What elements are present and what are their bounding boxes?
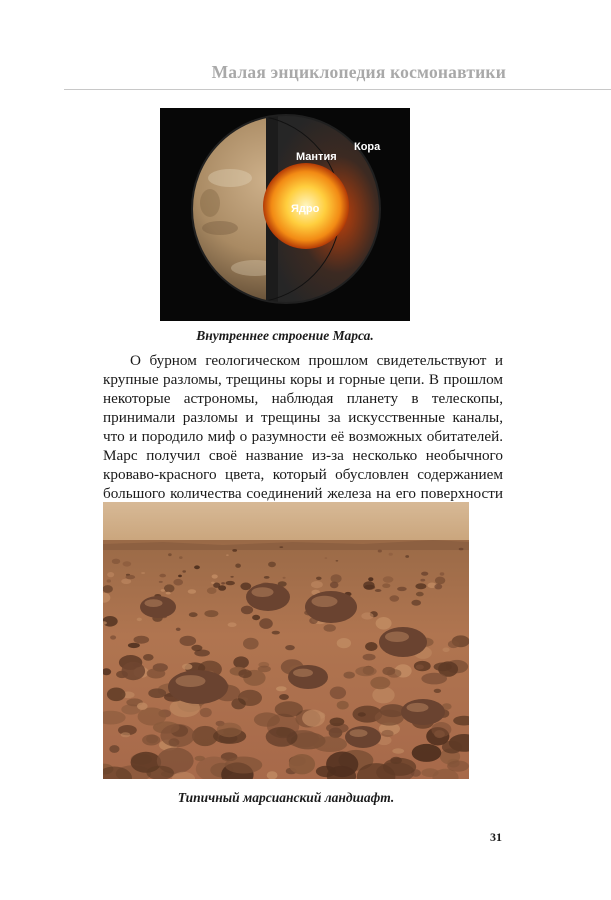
page-number: 31	[490, 830, 502, 844]
running-header-title: Малая энциклопедия космонавтики	[211, 62, 506, 82]
mars-structure-figure	[160, 108, 410, 321]
landscape-sky	[103, 502, 469, 542]
figure-caption-mars-structure: Внутреннее строение Марса.	[196, 328, 374, 343]
body-paragraph: О бурном геологическом прошлом свидетельствуют и крупные разломы, трещины коры и горные цепи. В прошлом некоторые астрономы, наблюдая планету в телескопы, принимали разломы и трещины за искусственные каналы, что и породило миф о разумности её возможных обитателей. Марс получил своё название из-за несколько необычного кроваво-красного цвета, который обусловлен содержанием большого количества соединений железа на его поверхности	[103, 352, 503, 502]
mars-landscape-photo	[103, 502, 469, 779]
label-mantle: Мантия	[296, 151, 337, 163]
mars-structure-illustration	[160, 108, 410, 321]
figure-caption-landscape: Типичный марсианский ландшафт.	[177, 790, 395, 805]
mars-landscape-illustration	[103, 502, 469, 779]
label-core: Ядро	[291, 203, 320, 215]
label-crust: Кора	[354, 141, 381, 153]
header-divider	[64, 89, 611, 90]
